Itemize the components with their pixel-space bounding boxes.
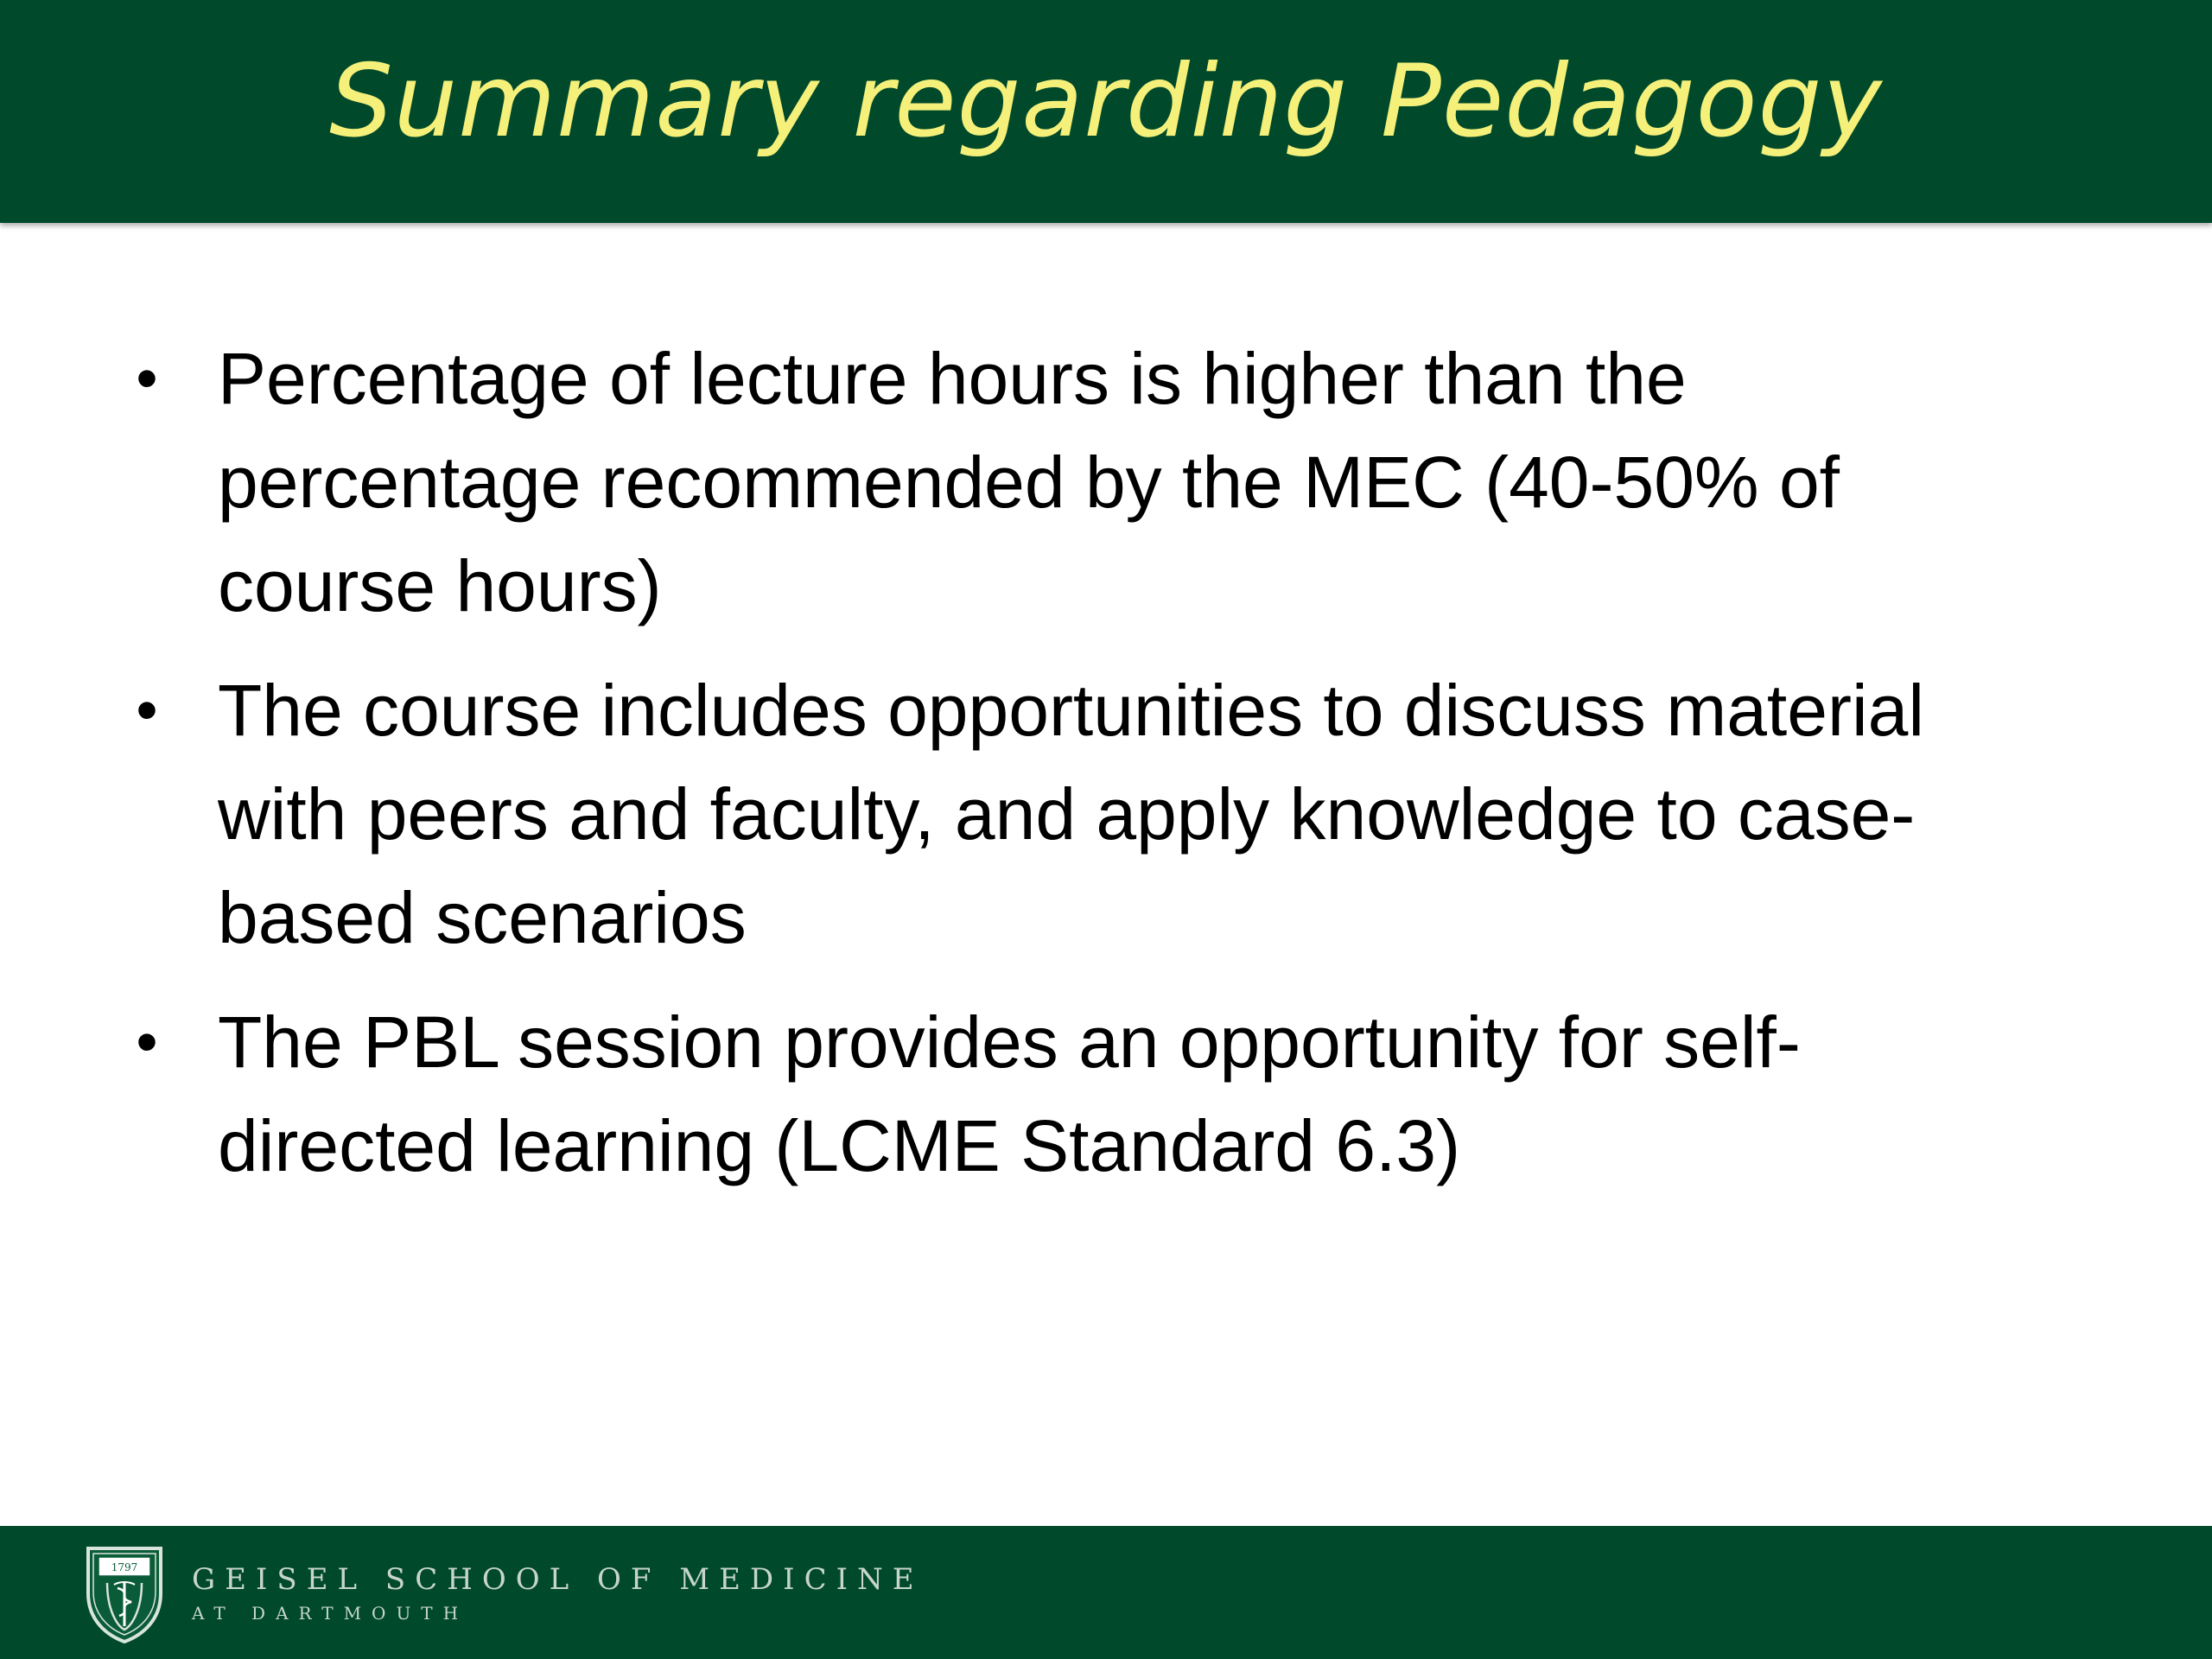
bullet-line: Percentage of lecture hours is higher than the [218, 338, 1687, 419]
bullet-line: The PBL session provides an opportunity for self- [218, 1001, 1801, 1083]
school-subtitle: AT DARTMOUTH [192, 1603, 469, 1624]
slide-title: Summary regarding Pedagogy [329, 42, 1883, 160]
bullet-dot-icon: • [136, 344, 158, 413]
geisel-shield-icon [83, 1543, 166, 1645]
bullet-dot-icon: • [136, 1007, 158, 1077]
school-name: GEISEL SCHOOL OF MEDICINE [192, 1562, 924, 1597]
title-bar [0, 0, 2212, 223]
bullet-dot-icon: • [136, 676, 158, 745]
bullet-item [130, 327, 2117, 638]
bullet-line: with peers and faculty, and apply knowledge to case- [218, 773, 1916, 855]
school-wordmark [192, 1562, 924, 1626]
bullet-line: course hours) [218, 545, 662, 626]
footer-bar [0, 1526, 2212, 1659]
bullet-list [130, 327, 2117, 1218]
logo-year: 1797 [111, 1561, 138, 1573]
bullet-item [130, 658, 2117, 969]
bullet-line: percentage recommended by the MEC (40-50% of [218, 442, 1840, 523]
bullet-line: based scenarios [218, 877, 747, 958]
bullet-line: The course includes opportunities to discuss material [218, 670, 1924, 751]
bullet-line: directed learning (LCME Standard 6.3) [218, 1105, 1461, 1186]
bullet-item [130, 990, 2117, 1198]
